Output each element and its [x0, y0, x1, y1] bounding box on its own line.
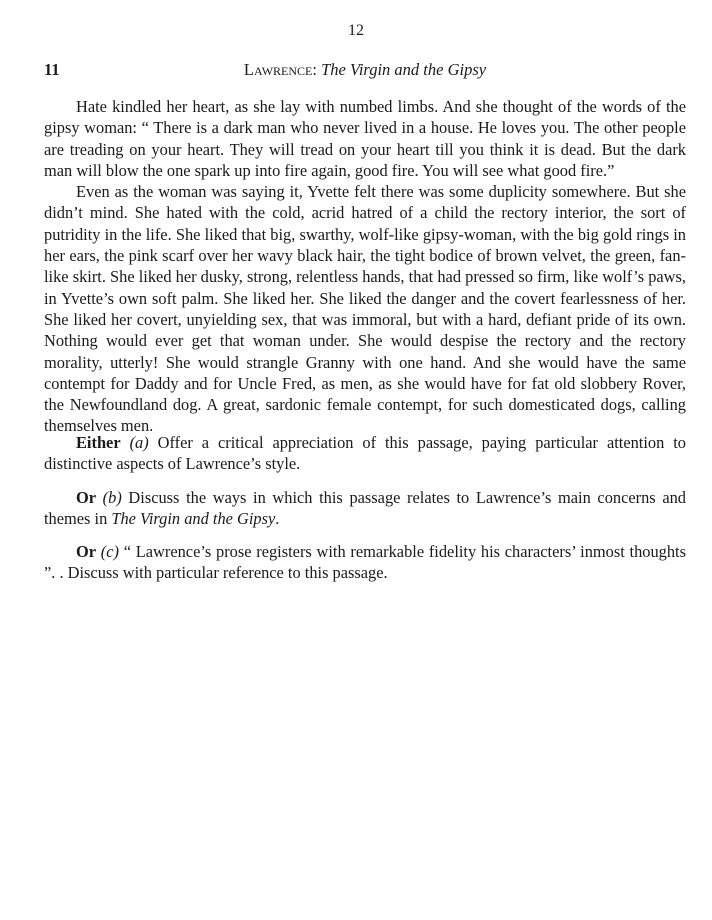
work-title: The Virgin and the Gipsy — [321, 60, 487, 79]
option-work-title: The Virgin and the Gipsy — [111, 508, 276, 528]
question-options — [44, 432, 686, 596]
question-option-a — [44, 432, 686, 475]
option-text: Discuss the ways in which this passage relates to Lawrence’s main concerns and themes in — [44, 487, 686, 528]
title-separator: : — [312, 60, 322, 79]
option-label: (a) — [129, 433, 149, 452]
option-text: “ Lawrence’s prose registers with remarkable fidelity his characters’ inmost thoughts ”. . Discuss with particular reference to this passage. — [44, 542, 686, 583]
question-header — [44, 60, 686, 82]
option-keyword: Or — [76, 542, 97, 562]
option-label: (c) — [100, 542, 119, 562]
option-keyword: Or — [76, 487, 97, 507]
question-option-c — [44, 541, 686, 584]
question-option-b — [44, 487, 686, 530]
option-text-end: . — [275, 508, 280, 528]
author-name: Lawrence — [243, 60, 313, 79]
option-keyword: Either — [76, 433, 121, 452]
option-label: (b) — [102, 487, 122, 507]
passage-paragraph: Even as the woman was saying it, Yvette felt there was some duplicity somewhere. But she didn’t mind. She hated with the cold, acrid hatred of a child the rectory interior, the sort of putridity in the life. She liked that big, swarthy, wolf-like gipsy-woman, with the big gold rings in her ears, the pink scarf over her wavy black hair, the tight bodice of brown velvet, the green, fan-like skirt. She liked her dusky, strong, relentless hands, that had pressed so firm, like wolf’s paws, in Yvette’s own soft palm. She liked her. She liked the danger and the covert fearlessness of her. She liked her covert, unyielding sex, that was immoral, but with a hard, defiant pride of its own. Nothing would ever get that woman under. She would despise the rectory and the rectory morality, utterly! She would strangle Granny with one hand. And she would have the same contempt for Daddy and for Uncle Fred, as men, as she would have for fat old slobbery Rover, the Newfoundland dog. A great, sardonic female contempt, for such domesticated dogs, calling themselves men. — [44, 182, 686, 436]
question-number: 11 — [44, 60, 60, 79]
page-number: 12 — [348, 22, 364, 39]
option-text: Offer a critical appreciation of this passage, paying particular attention to distinctive aspects of Lawrence’s style. — [44, 433, 686, 474]
passage-paragraph: Hate kindled her heart, as she lay with numbed limbs. And she thought of the words of the gipsy woman: “ There is a dark man who never lived in a house. He loves you. The other people are treading on your heart. They will tread on your heart till you think it is dead. But the dark man will blow the one spark up into fire again, good fire. You will see what good fire.” — [44, 97, 686, 180]
question-title — [44, 60, 686, 80]
extract-passage — [44, 96, 686, 437]
